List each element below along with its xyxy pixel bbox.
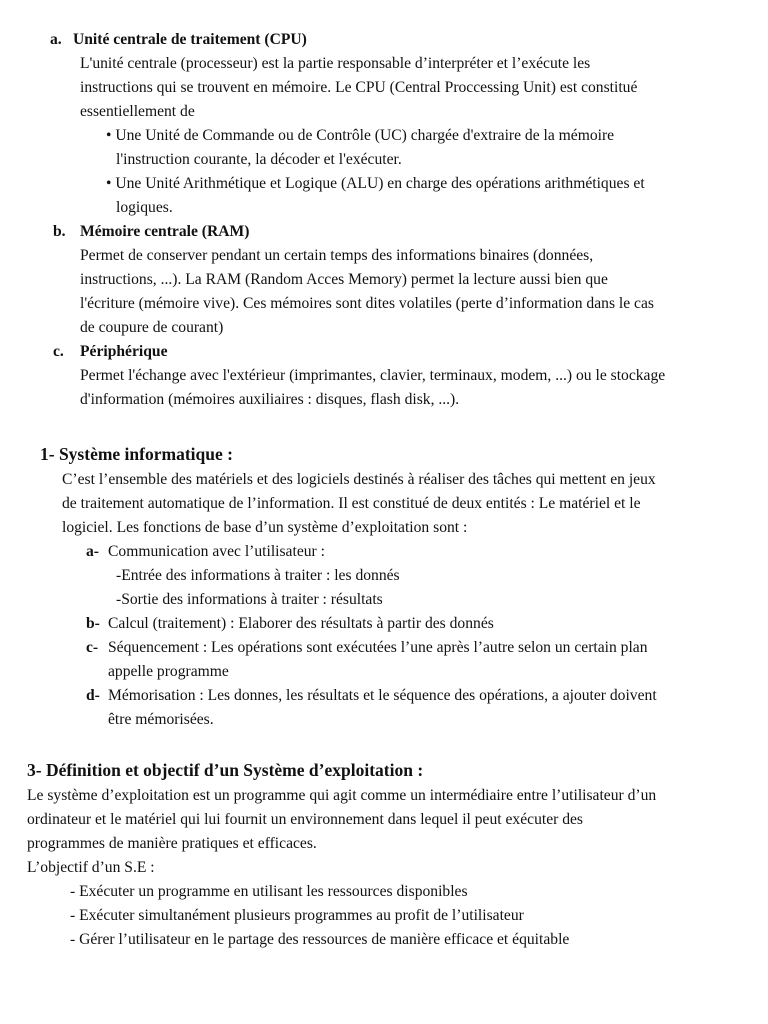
paragraph-line: Permet l'échange avec l'extérieur (imprimantes, clavier, terminaux, modem, ...) ou le stockage [80, 367, 666, 384]
paragraph-line: l'écriture (mémoire vive). Ces mémoires sont dites volatiles (perte d’information dans le cas [80, 295, 654, 312]
section-a-title: Unité centrale de traitement (CPU) [73, 31, 307, 48]
paragraph-line: L'unité centrale (processeur) est la partie responsable d’interpréter et l’exécute les [80, 55, 591, 72]
list-marker: b- [86, 615, 100, 632]
paragraph-line: programmes de manière pratiques et efficaces. [27, 835, 317, 852]
section-c-title: Périphérique [80, 343, 168, 360]
section-a-marker: a. [50, 31, 62, 48]
section-b-title: Mémoire centrale (RAM) [80, 223, 250, 240]
list-marker: c- [86, 639, 99, 656]
paragraph-line: essentiellement de [80, 103, 195, 120]
list-item: Mémorisation : Les donnes, les résultats et le séquence des opérations, a ajouter doivent [108, 687, 657, 704]
list-item-continuation: appelle programme [108, 663, 229, 680]
paragraph-line: instructions, ...). La RAM (Random Acces Memory) permet la lecture aussi bien que [80, 271, 608, 288]
section-b-marker: b. [53, 223, 66, 240]
heading-systeme-informatique: 1- Système informatique : [40, 444, 233, 464]
objective-item: - Gérer l’utilisateur en le partage des ressources de manière efficace et équitable [70, 931, 570, 948]
paragraph-line: de traitement automatique de l’information. Il est constitué de deux entités : Le matériel et le [62, 495, 641, 512]
list-item: Communication avec l’utilisateur : [108, 543, 325, 560]
bullet-item-continuation: l'instruction courante, la décoder et l'exécuter. [116, 151, 402, 168]
list-marker: d- [86, 687, 100, 704]
paragraph-line: de coupure de courant) [80, 319, 224, 336]
paragraph-line: Le système d’exploitation est un programme qui agit comme un intermédiaire entre l’utilisateur d’un [27, 787, 657, 804]
paragraph-line: d'information (mémoires auxiliaires : disques, flash disk, ...). [80, 391, 460, 408]
objective-item: - Exécuter simultanément plusieurs programmes au profit de l’utilisateur [70, 907, 524, 924]
sub-list-item: -Entrée des informations à traiter : les donnés [116, 567, 400, 584]
paragraph-line: C’est l’ensemble des matériels et des logiciels destinés à réaliser des tâches qui mettent en jeux [62, 471, 656, 488]
bullet-item: • Une Unité de Commande ou de Contrôle (UC) chargée d'extraire de la mémoire [106, 127, 615, 144]
list-item: Séquencement : Les opérations sont exécutées l’une après l’autre selon un certain plan [108, 639, 648, 656]
paragraph-line: Permet de conserver pendant un certain temps des informations binaires (données, [80, 247, 594, 264]
heading-definition-objectif: 3- Définition et objectif d’un Système d’exploitation : [27, 760, 424, 780]
paragraph-line: instructions qui se trouvent en mémoire. Le CPU (Central Proccessing Unit) est constitué [80, 79, 638, 96]
objective-item: - Exécuter un programme en utilisant les ressources disponibles [70, 883, 468, 900]
bullet-item: • Une Unité Arithmétique et Logique (ALU) en charge des opérations arithmétiques et [106, 175, 645, 192]
sub-list-item: -Sortie des informations à traiter : résultats [116, 591, 383, 608]
section-c-marker: c. [53, 343, 64, 360]
list-item: Calcul (traitement) : Elaborer des résultats à partir des donnés [108, 615, 494, 632]
paragraph-line: L’objectif d’un S.E : [27, 859, 155, 876]
paragraph-line: ordinateur et le matériel qui lui fournit un environnement dans lequel il peut exécuter des [27, 811, 583, 828]
paragraph-line: logiciel. Les fonctions de base d’un système d’exploitation sont : [62, 519, 468, 536]
list-item-continuation: être mémorisées. [108, 711, 214, 728]
bullet-item-continuation: logiques. [116, 199, 173, 216]
list-marker: a- [86, 543, 99, 560]
